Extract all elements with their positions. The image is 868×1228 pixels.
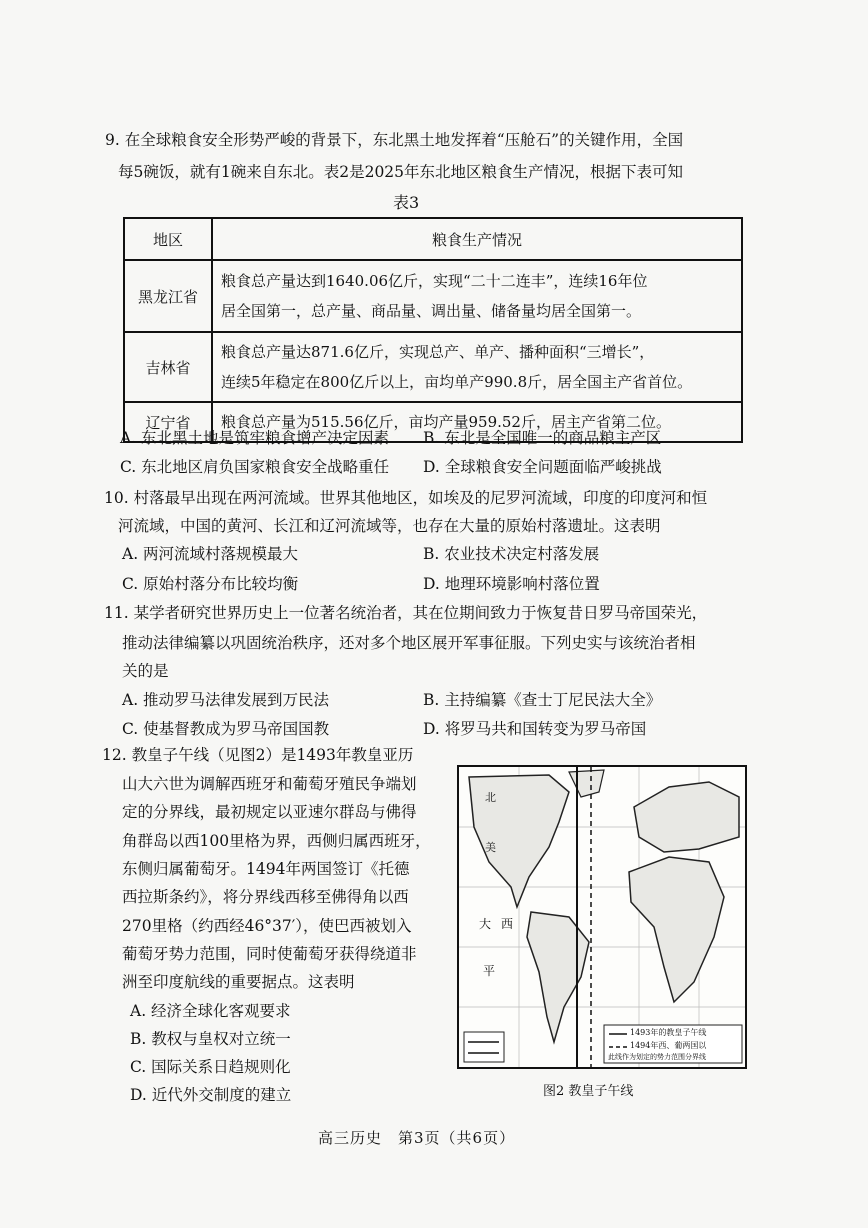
q10-option-d[interactable]: D. 地理环境影响村落位置 [423,575,600,593]
map-label: 北 [485,791,496,804]
q10-stem-line-1: 10. 村落最早出现在两河流域。世界其他地区，如埃及的尼罗河流域，印度的印度河和恒 [104,489,708,507]
q10-option-a[interactable]: A. 两河流域村落规模最大 [122,545,299,563]
q9-option-b[interactable]: B. 东北是全国唯一的商品粮主产区 [423,429,662,447]
q12-stem-line: 角群岛以西100里格为界，西侧归属西班牙， [122,832,431,850]
q10-option-b[interactable]: B. 农业技术决定村落发展 [423,545,600,563]
header-region: 地区 [124,218,212,260]
map-label: 美 [485,841,496,854]
region-cell: 吉林省 [124,332,212,402]
production-line: 粮食总产量为515.56亿斤，亩均产量959.52斤，居主产省第二位。 [221,413,671,431]
q10-option-c[interactable]: C. 原始村落分布比较均衡 [122,575,299,593]
q11-stem-line-3: 关的是 [122,662,169,680]
legend-text-boundary: 此线作为划定的势力范围分界线 [608,1053,706,1061]
q9-option-d[interactable]: D. 全球粮食安全问题面临严峻挑战 [423,458,662,476]
q12-stem-line: 西拉斯条约》，将分界线西移至佛得角以西 [122,888,409,906]
south-america-landmass [527,912,589,1042]
q9-stem-line-1: 9. 在全球粮食安全形势严峻的背景下，东北黑土地发挥着“压舱石”的关键作用，全国 [105,131,684,149]
q12-option-b[interactable]: B. 教权与皇权对立统一 [130,1030,291,1048]
map-caption: 图2 教皇子午线 [543,1084,634,1099]
map-label: 西 [501,917,514,931]
production-line: 粮食总产量达871.6亿斤，实现总产、单产、播种面积“三增长”， [221,343,655,361]
page-footer: 高三历史 第3页（共6页） [318,1129,516,1147]
q12-stem-line: 洲至印度航线的重要据点。这表明 [122,973,355,991]
map-label: 大 [479,917,492,931]
q11-option-c[interactable]: C. 使基督教成为罗马帝国国教 [122,720,330,738]
table-row [124,332,742,402]
q12-stem-line: 12. 教皇子午线（见图2）是1493年教皇亚历 [102,746,414,764]
q12-stem-line: 山大六世为调解西班牙和葡萄牙殖民争端划 [122,775,417,793]
q12-stem-line: 葡萄牙势力范围，同时使葡萄牙获得绕道非 [122,945,417,963]
table-row [124,260,742,332]
q12-stem-line: 270里格（约西经46°37′），使巴西被划入 [122,917,412,935]
q12-option-d[interactable]: D. 近代外交制度的建立 [130,1086,292,1104]
q9-option-a[interactable]: A. 东北黑土地是筑牢粮食增产决定因素 [120,429,390,447]
region-cell: 黑龙江省 [124,260,212,332]
table-header-row [124,218,742,260]
header-production: 粮食生产情况 [212,218,742,260]
legend-text-1493: 1493年的教皇子午线 [630,1028,707,1037]
q12-stem-line: 定的分界线，最初规定以亚速尔群岛与佛得 [122,803,417,821]
production-cell [212,332,742,402]
europe-landmass [634,782,739,852]
map-label: 平 [483,964,496,978]
greenland-landmass [569,770,604,797]
map-small-legend [464,1032,504,1062]
region-cell: 辽宁省 [124,402,212,442]
q11-option-d[interactable]: D. 将罗马共和国转变为罗马帝国 [423,720,647,738]
production-line: 连续5年稳定在800亿斤以上，亩均单产990.8斤，居全国主产省首位。 [221,373,693,391]
q12-option-a[interactable]: A. 经济全球化客观要求 [130,1002,291,1020]
q11-option-a[interactable]: A. 推动罗马法律发展到万民法 [122,691,330,709]
grain-production-table [123,217,743,443]
q9-option-c[interactable]: C. 东北地区肩负国家粮食安全战略重任 [120,458,390,476]
q10-stem-line-2: 河流域，中国的黄河、长江和辽河流域等，也存在大量的原始村落遗址。这表明 [118,517,661,535]
q11-option-b[interactable]: B. 主持编纂《查士丁尼民法大全》 [423,691,662,709]
legend-text-1494: 1494年西、葡两国以 [630,1041,707,1050]
q11-stem-line-1: 11. 某学者研究世界历史上一位著名统治者，其在位期间致力于恢复昔日罗马帝国荣光， [104,604,708,622]
q12-stem-line: 东侧归属葡萄牙。1494年两国签订《托德 [122,860,410,878]
production-cell [212,260,742,332]
q9-stem-line-2: 每5碗饭，就有1碗来自东北。表2是2025年东北地区粮食生产情况，根据下表可知 [118,163,684,181]
production-line: 居全国第一，总产量、商品量、调出量、储备量均居全国第一。 [221,302,642,320]
production-line: 粮食总产量达到1640.06亿斤，实现“二十二连丰”，连续16年位 [221,272,648,290]
papal-line-map [457,765,747,1069]
q11-stem-line-2: 推动法律编纂以巩固统治秩序，还对多个地区展开军事征服。下列史实与该统治者相 [122,634,696,652]
africa-landmass [629,857,724,1002]
q12-option-c[interactable]: C. 国际关系日趋规则化 [130,1058,291,1076]
q9-table-title: 表3 [393,193,420,212]
